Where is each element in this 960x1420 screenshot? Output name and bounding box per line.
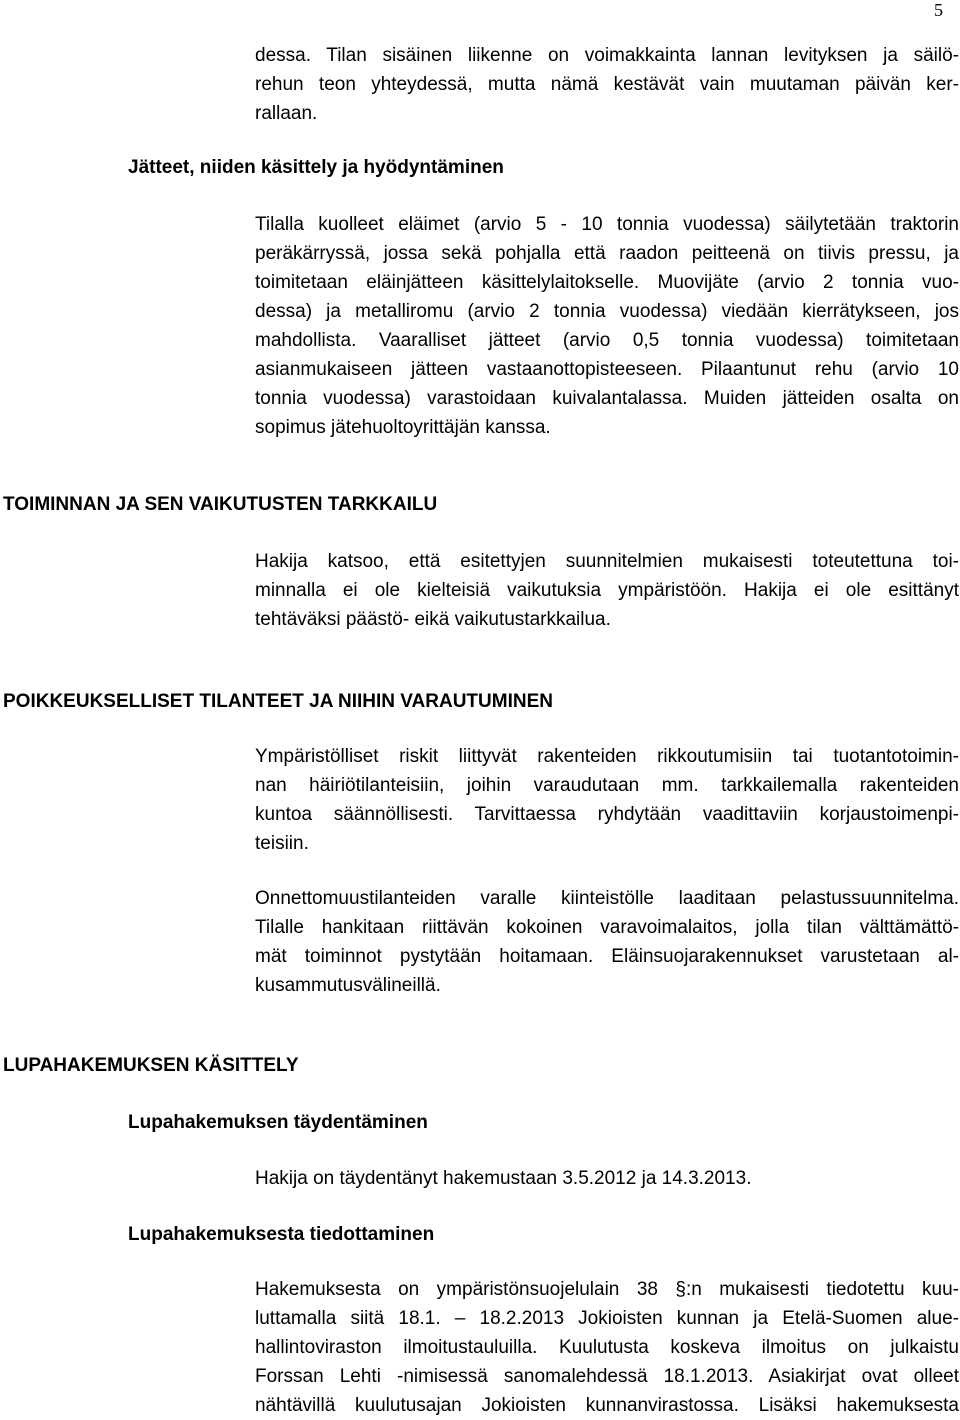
text-line: minnalla ei ole kielteisiä vaikutuksia ympäristöön. Hakija ei ole esittänyt <box>255 580 959 601</box>
text-line: kusammutusvälineillä. <box>255 975 441 996</box>
exceptional-paragraph-2 <box>255 884 959 1000</box>
text-line: asianmukaiseen jätteen vastaanottopisteeseen. Pilaantunut rehu (arvio 10 <box>255 359 959 380</box>
monitoring-paragraph <box>255 547 959 634</box>
text-line: hallintoviraston ilmoitustauluilla. Kuulutusta koskeva ilmoitus on julkaistu <box>255 1337 959 1358</box>
page-number: 5 <box>934 0 943 20</box>
completion-subheading: Lupahakemuksen täydentäminen <box>128 1112 428 1133</box>
waste-paragraph <box>255 210 959 442</box>
text-line: Ympäristölliset riskit liittyvät rakenteiden rikkoutumisiin tai tuotantotoimin- <box>255 746 959 767</box>
text-line: rehun teon yhteydessä, mutta nämä kestävät vain muutaman päivän ker- <box>255 74 959 95</box>
text-line: kuntoa säännöllisesti. Tarvittaessa ryhdytään vaadittaviin korjaustoimenpi- <box>255 804 959 825</box>
text-line: Hakija katsoo, että esitettyjen suunnitelmien mukaisesti toteutettuna toi- <box>255 551 959 572</box>
text-line: Forssan Lehti -nimisessä sanomalehdessä 18.1.2013. Asiakirjat ovat olleet <box>255 1366 959 1387</box>
exceptional-heading: POIKKEUKSELLISET TILANTEET JA NIIHIN VARAUTUMINEN <box>3 691 553 712</box>
text-line: luttamalla siitä 18.1. – 18.2.2013 Jokioisten kunnan ja Etelä-Suomen alue- <box>255 1308 959 1329</box>
notice-paragraph <box>255 1275 959 1420</box>
notice-subheading: Lupahakemuksesta tiedottaminen <box>128 1224 435 1245</box>
text-line: tehtäväksi päästö- eikä vaikutustarkkailua. <box>255 609 611 630</box>
text-line: teisiin. <box>255 833 309 854</box>
waste-heading: Jätteet, niiden käsittely ja hyödyntäminen <box>128 157 504 178</box>
text-line: Tilalle hankitaan riittävän kokoinen varavoimalaitos, jolla tilan välttämättö- <box>255 917 959 938</box>
text-line: peräkärryssä, jossa sekä pohjalla että raadon peitteenä on tiivis pressu, ja <box>255 243 959 264</box>
text-line: mahdollista. Vaaralliset jätteet (arvio 0,5 tonnia vuodessa) toimitetaan <box>255 330 959 351</box>
completion-paragraph <box>255 1164 959 1193</box>
text-line: sopimus jätehuoltoyrittäjän kanssa. <box>255 417 551 438</box>
text-line: nan häiriötilanteisiin, joihin varaudutaan mm. tarkkailemalla rakenteiden <box>255 775 959 796</box>
monitoring-heading: TOIMINNAN JA SEN VAIKUTUSTEN TARKKAILU <box>3 494 438 515</box>
text-line: dessa) ja metalliromu (arvio 2 tonnia vuodessa) viedään kierrätykseen, jos <box>255 301 959 322</box>
intro-paragraph <box>255 41 959 128</box>
text-line: dessa. Tilan sisäinen liikenne on voimakkainta lannan levityksen ja säilö- <box>255 45 959 66</box>
text-line: rallaan. <box>255 103 318 124</box>
exceptional-paragraph-1 <box>255 742 959 858</box>
text-line: tonnia vuodessa) varastoidaan kuivalantalassa. Muiden jätteiden osalta on <box>255 388 959 409</box>
text-line: toimitetaan eläinjätteen käsittelylaitokselle. Muovijäte (arvio 2 tonnia vuo- <box>255 272 959 293</box>
text-line: Hakemuksesta on ympäristönsuojelulain 38 §:n mukaisesti tiedotettu kuu- <box>255 1279 959 1300</box>
text-line: Tilalla kuolleet eläimet (arvio 5 - 10 tonnia vuodessa) säilytetään traktorin <box>255 214 959 235</box>
text-line: mät toiminnot pystytään hoitamaan. Eläinsuojarakennukset varustetaan al- <box>255 946 959 967</box>
text-line: nähtävillä kuulutusajan Jokioisten kunnanvirastossa. Lisäksi hakemuksesta <box>255 1395 959 1416</box>
text-line: Onnettomuustilanteiden varalle kiinteistölle laaditaan pelastussuunnitelma. <box>255 888 959 909</box>
processing-heading: LUPAHAKEMUKSEN KÄSITTELY <box>3 1055 299 1076</box>
text-line: Hakija on täydentänyt hakemustaan 3.5.2012 ja 14.3.2013. <box>255 1168 752 1189</box>
